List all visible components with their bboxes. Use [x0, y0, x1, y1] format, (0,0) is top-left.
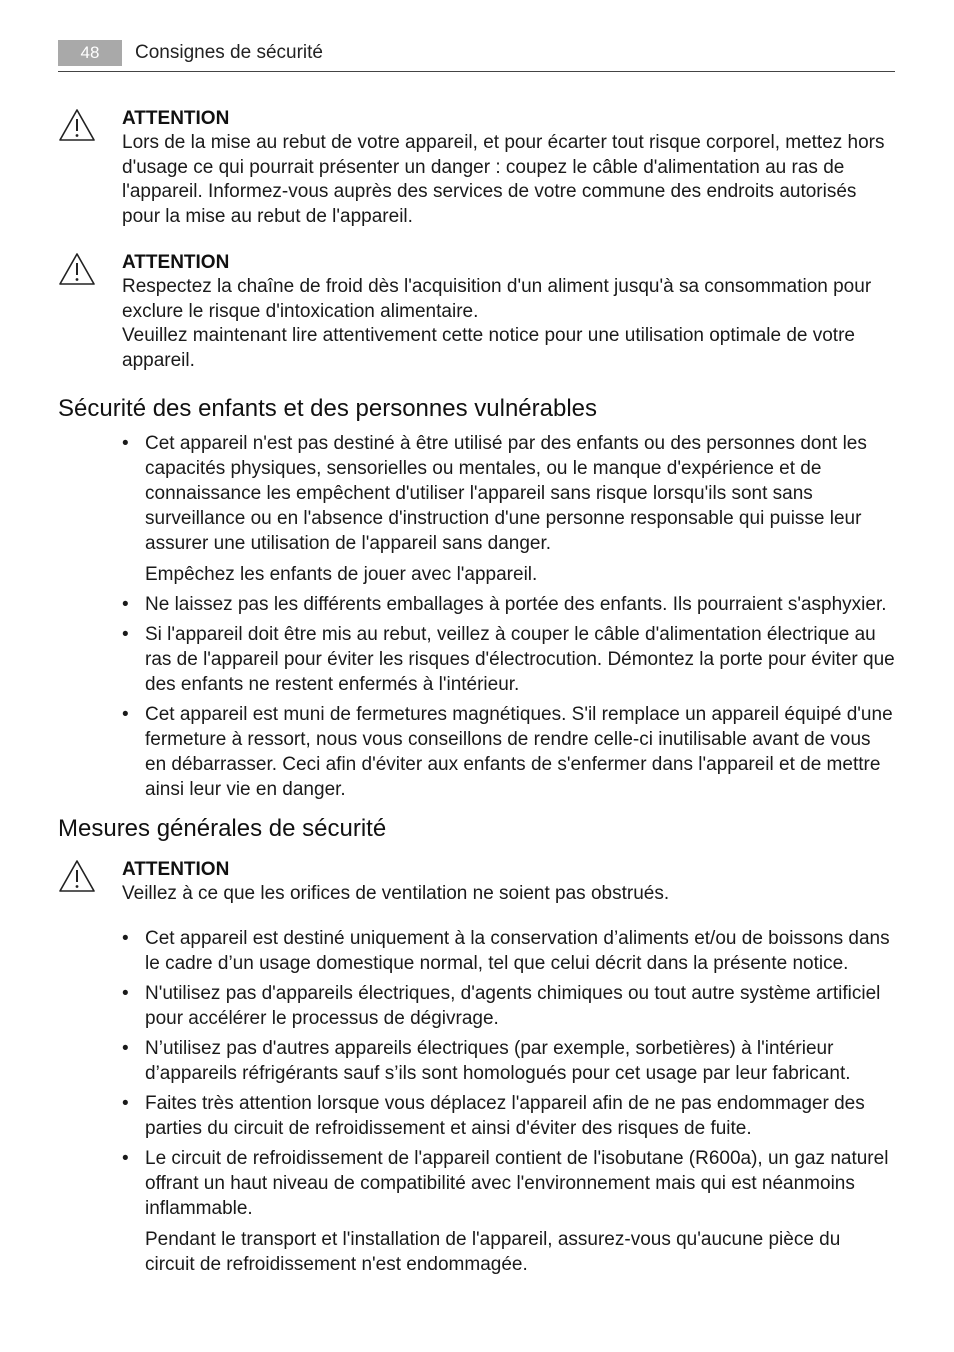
bullet-icon: • [122, 704, 129, 725]
bullet-icon: • [122, 1093, 129, 1114]
warning-emphasis: Veuillez maintenant lire attentivement cette notice pour une utilisation optimale de votre appareil. [122, 325, 855, 371]
list-item-text: N'utilisez pas d'appareils électriques, d'agents chimiques ou tout autre système artificiel pour accélérer le processus de dégivrage. [145, 983, 881, 1029]
warning-title: ATTENTION [122, 252, 230, 273]
list-item-text: Cet appareil n'est pas destiné à être utilisé par des enfants ou des personnes dont les capacités physiques, sensorielles ou mentales, ou le manque d'expérience et de connaissance les empêchent d'utiliser l'appareil sans risque lorsqu'ils sont sans surveillance ou en l'absence d'instruction d'une personne responsable qui puisse leur assurer une utilisation de l'appareil sans danger. [145, 433, 867, 554]
page-header [58, 40, 895, 72]
list-item-note: Empêchez les enfants de jouer avec l'appareil. [145, 564, 538, 585]
bullet-icon: • [122, 983, 129, 1004]
list-item-text: Cet appareil est destiné uniquement à la conservation d’aliments et/ou de boissons dans le cadre d’un usage domestique normal, tel que celui décrit dans la présente notice. [145, 928, 890, 974]
list-item [58, 702, 895, 802]
bullet-icon: • [122, 1038, 129, 1059]
section-heading-children: Sécurité des enfants et des personnes vulnérables [58, 395, 598, 422]
list-item [58, 431, 895, 587]
warning-title: ATTENTION [122, 859, 230, 880]
warning-triangle-icon [58, 108, 96, 142]
bullet-icon: • [122, 928, 129, 949]
list-item [58, 622, 895, 697]
warning-triangle-icon [58, 252, 96, 286]
list-item [58, 1146, 895, 1277]
list-item [58, 981, 895, 1031]
page-number: 48 [58, 40, 122, 66]
list-item [58, 1036, 895, 1086]
list-item-text: Faites très attention lorsque vous déplacez l'appareil afin de ne pas endommager des parties du circuit de refroidissement et ainsi d'éviter des risques de fuite. [145, 1093, 865, 1139]
section-heading-general: Mesures générales de sécurité [58, 815, 387, 842]
list-item [58, 1091, 895, 1141]
general-safety-list [58, 926, 895, 1282]
warning-body: Respectez la chaîne de froid dès l'acquisition d'un aliment jusqu'à sa consommation pour exclure le risque d'intoxication alimentaire. [122, 276, 872, 322]
list-item [58, 926, 895, 976]
list-item-text: Ne laissez pas les différents emballages à portée des enfants. Ils pourraient s'asphyxier. [145, 594, 887, 615]
warning-title: ATTENTION [122, 108, 230, 129]
list-item-text: Si l'appareil doit être mis au rebut, veillez à couper le câble d'alimentation électrique au ras de l'appareil pour éviter les risques d'électrocution. Démontez la porte pour éviter que des enfants ne restent enfermés à l'intérieur. [145, 624, 895, 695]
warning-triangle-icon [58, 859, 96, 893]
list-item [58, 592, 895, 617]
children-safety-list [58, 431, 895, 807]
bullet-icon: • [122, 594, 129, 615]
bullet-icon: • [122, 1148, 129, 1169]
list-item-text: Le circuit de refroidissement de l'appareil contient de l'isobutane (R600a), un gaz naturel offrant un haut niveau de compatibilité avec l'environnement mais qui est néanmoins inflammable. [145, 1148, 889, 1219]
list-item-text: N’utilisez pas d'autres appareils électriques (par exemple, sorbetières) à l'intérieur d’appareils réfrigérants sauf s’ils sont homologués pour cet usage par leur fabricant. [145, 1038, 851, 1084]
list-item-note: Pendant le transport et l'installation de l'appareil, assurez-vous qu'aucune pièce du circuit de refroidissement n'est endommagée. [145, 1229, 841, 1275]
bullet-icon: • [122, 624, 129, 645]
list-item-text: Cet appareil est muni de fermetures magnétiques. S'il remplace un appareil équipé d'une fermeture à ressort, nous vous conseillons de rendre celle-ci inutilisable avant de vous en débarrasser. Ceci afin d'éviter aux enfants de s'enfermer dans l'appareil et de mettre ainsi leur vie en danger. [145, 704, 893, 800]
bullet-icon: • [122, 433, 129, 454]
running-title: Consignes de sécurité [135, 42, 323, 63]
warning-body: Veillez à ce que les orifices de ventilation ne soient pas obstrués. [122, 883, 670, 904]
warning-body: Lors de la mise au rebut de votre appareil, et pour écarter tout risque corporel, mettez hors d'usage ce qui pourrait présenter un danger : coupez le câble d'alimentation au ras de l'appareil. Informez-vous auprès des services de votre commune des endroits autorisés pour la mise au rebut de l'appareil. [122, 132, 885, 227]
